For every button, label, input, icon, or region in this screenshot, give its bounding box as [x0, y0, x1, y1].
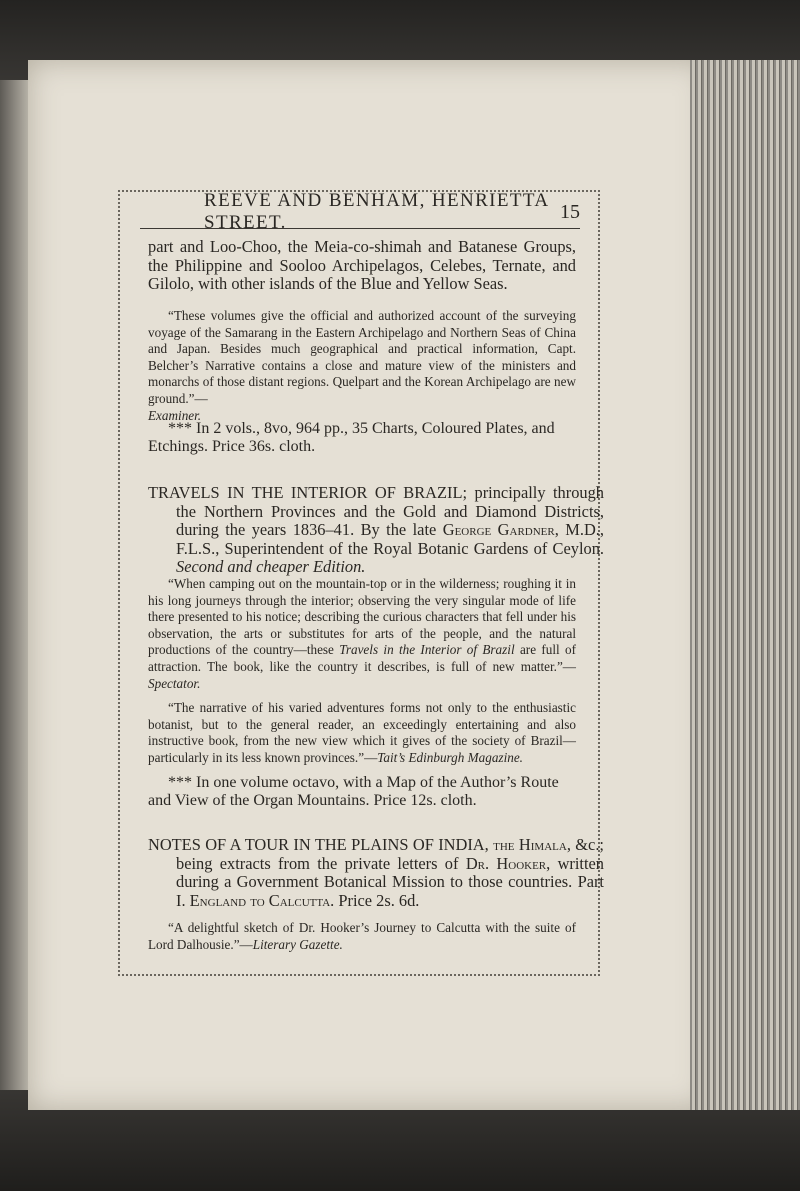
- entry2-quote2: [148, 700, 576, 766]
- entry2-publication-note: *** In one volume octavo, with a Map of the Author’s Route and View of the Organ Mountains. Price 12s. cloth.: [148, 774, 559, 809]
- entry3-title: [148, 836, 604, 910]
- running-header: [140, 190, 580, 233]
- entry2-edition: Second and cheaper Edition.: [176, 557, 366, 577]
- entry3-title-text: NOTES OF A TOUR IN THE PLAINS OF INDIA,: [148, 835, 489, 854]
- entry2-author: George Gardner: [442, 520, 555, 540]
- entry1-review-source: Examiner.: [148, 407, 202, 423]
- entry2-quote2-text: “The narrative of his varied adventures forms not only to the enthusiastic botanist, but to the general reader, an exceedingly entertaining and also instructive book, from the new view which it gives of the society of Brazil—particularly in its less known provinces.”—: [148, 700, 576, 765]
- page-edges: [690, 60, 800, 1110]
- entry3-title-rest2: , written during a Government Botanical Mission to those countries. Part I.: [176, 853, 604, 910]
- entry2-quote1: [148, 576, 576, 692]
- entry2-quote1-italic: Travels in the Interior of Brazil: [339, 642, 515, 658]
- entry2-quote2-source: Tait’s Edinburgh Magazine.: [377, 749, 523, 765]
- entry3-quote-text: “A delightful sketch of Dr. Hooker’s Journey to Calcutta with the suite of Lord Dalhousie.”—: [148, 920, 576, 952]
- entry3-title-rest: , &c.; being extracts from the private letters of: [176, 835, 604, 873]
- entry2-title-text: TRAVELS IN THE INTERIOR OF BRAZIL; principally through the Northern Provinces and the Gold and Diamond Districts, during the years 1836–41. By the late: [148, 483, 604, 540]
- page-number: 15: [560, 200, 580, 223]
- entry3-author: Dr. Hooker: [465, 853, 547, 873]
- entry2-title: [148, 484, 604, 577]
- entry3-route: England to Calcutta: [189, 890, 331, 910]
- entry1-review: [148, 308, 576, 424]
- entry2-quote1-text: “When camping out on the mountain-top or in the wilderness; roughing it in his long journeys through the interior; observing the very singular mode of life there presented to his notice; describing the curious characters that fell under his observation, the arts or substitutes for arts of the people, and the natural productions of the country—these: [148, 576, 576, 658]
- entry2-quote1-source: Spectator.: [148, 675, 201, 691]
- header-title: REEVE AND BENHAM, HENRIETTA STREET.: [204, 190, 549, 233]
- entry3-title-himala: the Himala: [493, 835, 567, 854]
- entry1-publication-note: *** In 2 vols., 8vo, 964 pp., 35 Charts, Coloured Plates, and Etchings. Price 36s. cloth.: [148, 420, 555, 455]
- entry3-quote: [148, 920, 576, 953]
- entry1-review-text: “These volumes give the official and authorized account of the surveying voyage of the Samarang in the Eastern Archipelago and Northern Seas of China and Japan. Besides much geographical and practical information, Capt. Belcher’s Narrative contains a close and mature view of the ministers and monarchs of those distant regions. Quelpart and the Korean Archipelago are new ground.”—: [148, 308, 576, 406]
- entry3-quote-source: Literary Gazette.: [252, 936, 343, 952]
- entry2-title-rest: , M.D., F.L.S., Superintendent of the Royal Botanic Gardens of Ceylon.: [176, 520, 604, 558]
- entry3-price: . Price 2s. 6d.: [330, 890, 420, 910]
- entry1-continuation: part and Loo-Choo, the Meia-co-shimah and Batanese Groups, the Philippine and Sooloo Archipelagos, Celebes, Ternate, and Gilolo, with other islands of the Blue and Yellow Seas.: [148, 237, 576, 294]
- entry2-quote1-rest: are full of attraction. The book, like the country it describes, is full of new matter.”—: [148, 642, 577, 674]
